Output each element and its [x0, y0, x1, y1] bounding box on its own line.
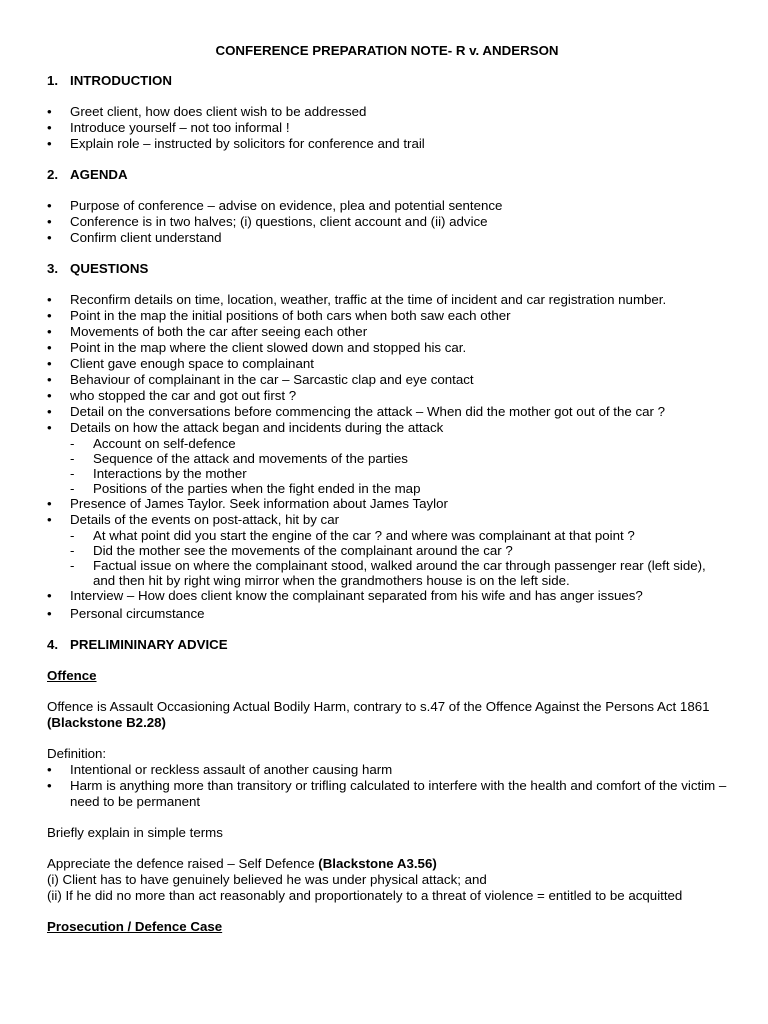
list-item: • Explain role – instructed by solicitors for conference and trail	[47, 136, 727, 152]
offence-text: Offence is Assault Occasioning Actual Bodily Harm, contrary to s.47 of the Offence Against the Persons Act 1861	[47, 699, 710, 714]
attack-sublist	[70, 436, 727, 496]
section-heading-agenda	[47, 167, 727, 183]
explain-paragraph: Briefly explain in simple terms	[47, 825, 223, 840]
section-number: 4.	[47, 637, 59, 652]
list-item: • Harm is anything more than transitory or trifling calculated to interfere with the health and comfort of the victim – need to be permanent	[47, 778, 727, 810]
section-title: PRELIMININARY ADVICE	[70, 637, 228, 652]
section-heading-introduction	[47, 73, 727, 89]
list-item: • Point in the map the initial positions of both cars when both saw each other	[47, 308, 727, 324]
list-item: • Confirm client understand	[47, 230, 727, 246]
sub-list-item: - Positions of the parties when the fight ended in the map	[70, 481, 727, 496]
definition-list	[47, 762, 727, 810]
list-item: • Personal circumstance	[47, 606, 727, 622]
list-item: • Interview – How does client know the complainant separated from his wife and has anger issues?	[47, 588, 727, 604]
section-number: 3.	[47, 261, 59, 276]
list-item: • Introduce yourself – not too informal !	[47, 120, 727, 136]
list-item	[47, 512, 727, 588]
sub-list-item: - Sequence of the attack and movements of the parties	[70, 451, 727, 466]
list-item: • Conference is in two halves; (i) questions, client account and (ii) advice	[47, 214, 727, 230]
list-item: • Movements of both the car after seeing each other	[47, 324, 727, 340]
list-item: • Client gave enough space to complainant	[47, 356, 727, 372]
document-title: CONFERENCE PREPARATION NOTE- R v. ANDERSON	[215, 43, 559, 58]
document-body	[47, 43, 727, 950]
introduction-list	[47, 104, 727, 152]
defence-condition-ii: (ii) If he did no more than act reasonably and proportionately to a threat of violence = entitled to be acquitted	[47, 888, 683, 903]
offence-reference: (Blackstone B2.28)	[47, 715, 166, 730]
list-item: • Point in the map where the client slowed down and stopped his car.	[47, 340, 727, 356]
defence-reference: (Blackstone A3.56)	[318, 856, 437, 871]
agenda-list	[47, 198, 727, 246]
list-item: • Purpose of conference – advise on evidence, plea and potential sentence	[47, 198, 727, 214]
list-item: • Behaviour of complainant in the car – Sarcastic clap and eye contact	[47, 372, 727, 388]
list-item	[47, 420, 727, 496]
list-item-text: Details of the events on post-attack, hit by car	[70, 512, 340, 527]
offence-heading: Offence	[47, 668, 97, 683]
definition-label: Definition:	[47, 746, 107, 761]
sub-list-item: - At what point did you start the engine of the car ? and where was complainant at that point ?	[70, 528, 727, 543]
sub-list-item: - Factual issue on where the complainant stood, walked around the car through passenger rear (left side), and then hit by right wing mirror when the grandmothers house is on the left side.	[70, 558, 727, 588]
list-item-text: Details on how the attack began and incidents during the attack	[70, 420, 444, 435]
post-attack-sublist	[70, 528, 727, 588]
questions-list	[47, 292, 727, 622]
list-item: • Detail on the conversations before commencing the attack – When did the mother got out of the car ?	[47, 404, 727, 420]
list-item: • Reconfirm details on time, location, weather, traffic at the time of incident and car registration number.	[47, 292, 727, 308]
list-item: • who stopped the car and got out first ?	[47, 388, 727, 404]
list-item: • Presence of James Taylor. Seek information about James Taylor	[47, 496, 727, 512]
section-heading-preliminary-advice	[47, 637, 727, 653]
section-title: AGENDA	[70, 167, 128, 182]
defence-text: Appreciate the defence raised – Self Defence	[47, 856, 319, 871]
defence-condition-i: (i) Client has to have genuinely believed he was under physical attack; and	[47, 872, 487, 887]
section-number: 1.	[47, 73, 59, 88]
section-title: INTRODUCTION	[70, 73, 172, 88]
defence-paragraph	[47, 856, 727, 872]
offence-paragraph	[47, 699, 727, 731]
sub-list-item: - Interactions by the mother	[70, 466, 727, 481]
section-title: QUESTIONS	[70, 261, 149, 276]
case-heading: Prosecution / Defence Case	[47, 919, 223, 934]
list-item: • Intentional or reckless assault of another causing harm	[47, 762, 727, 778]
sub-list-item: - Account on self-defence	[70, 436, 727, 451]
section-heading-questions	[47, 261, 727, 277]
sub-list-item: - Did the mother see the movements of the complainant around the car ?	[70, 543, 727, 558]
list-item: • Greet client, how does client wish to be addressed	[47, 104, 727, 120]
section-number: 2.	[47, 167, 59, 182]
